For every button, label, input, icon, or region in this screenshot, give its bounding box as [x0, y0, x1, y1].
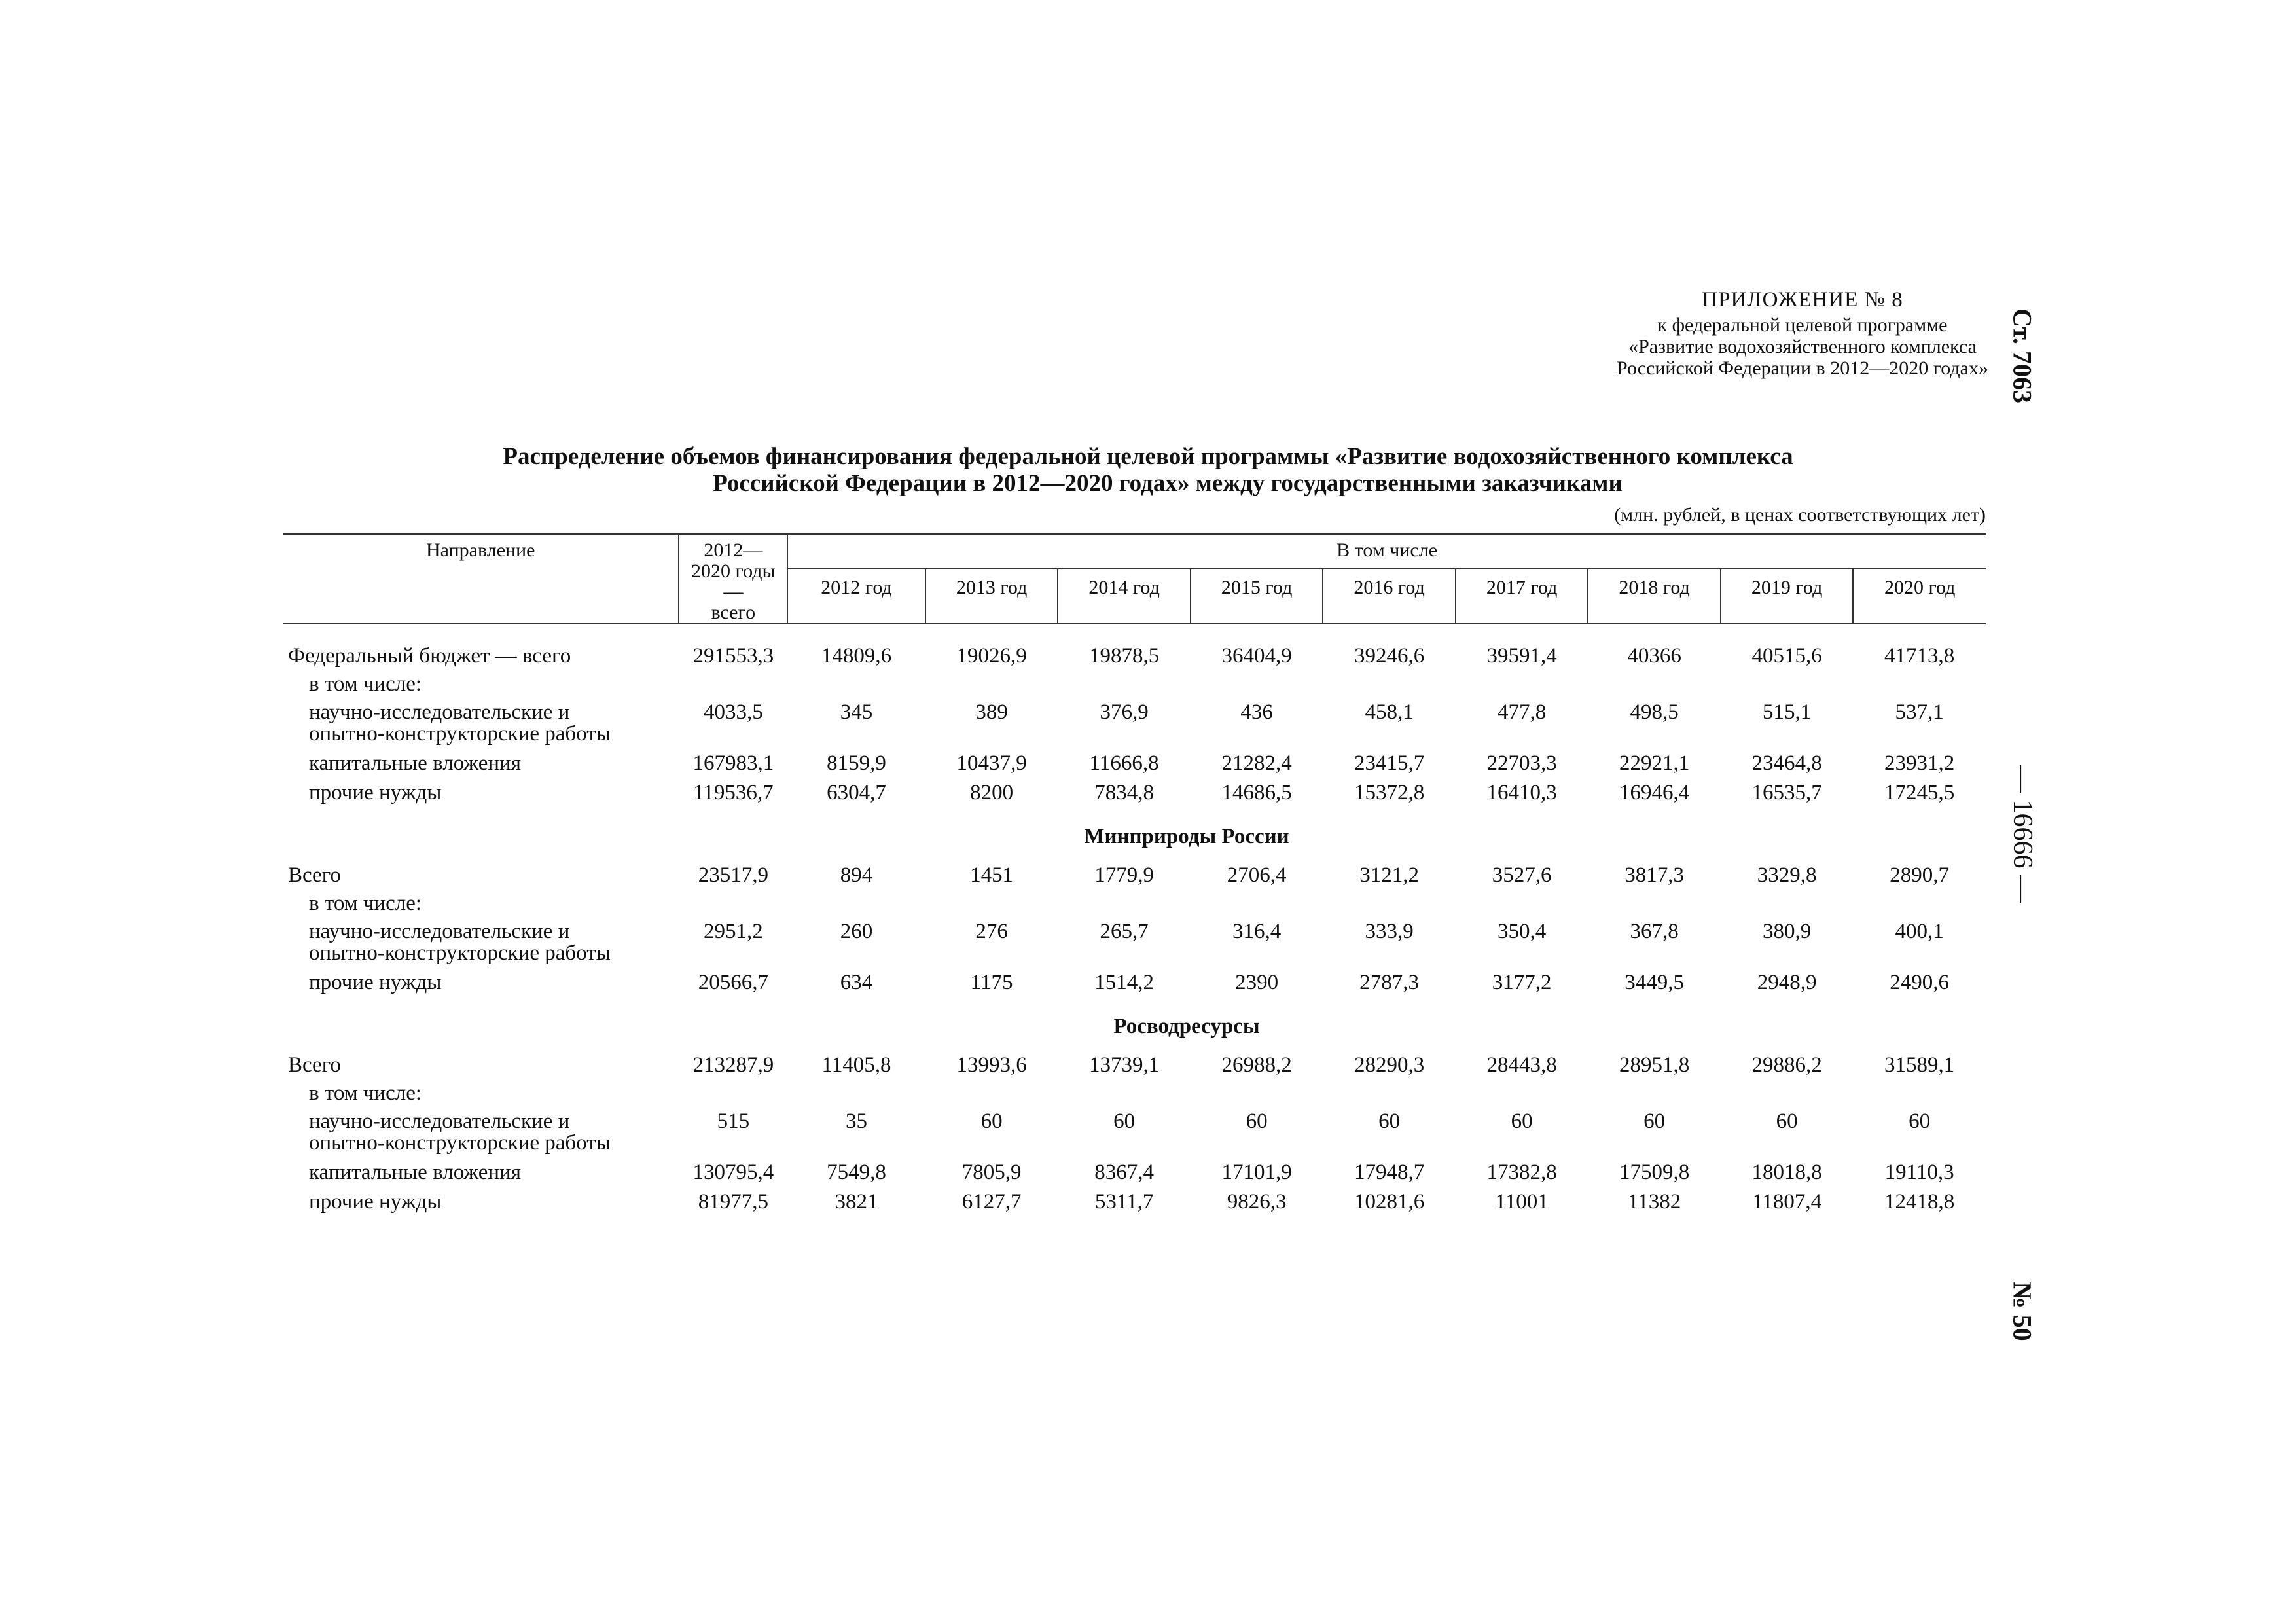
- cell-year-value: 894: [840, 863, 873, 887]
- cell-year-value: 389: [975, 700, 1008, 724]
- cell-year-value: 498,5: [1630, 700, 1679, 724]
- table-row: [283, 1051, 1986, 1080]
- cell-year-value: 6127,7: [961, 1190, 1022, 1214]
- table-row: [283, 671, 1986, 698]
- cell-total: 167983,1: [692, 751, 774, 775]
- cell-year-value: 40366: [1627, 644, 1681, 668]
- cell-year-value: 376,9: [1100, 700, 1149, 724]
- row-label: прочие нужды: [309, 1190, 442, 1214]
- cell-year-value: 17245,5: [1884, 781, 1955, 804]
- section-title: Минприроды России: [1084, 825, 1289, 848]
- cell-year-value: 16535,7: [1751, 781, 1822, 804]
- header-including: В том числе: [787, 534, 1986, 569]
- row-label: научно-исследовательские и опытно-конструкторские работы: [309, 700, 611, 746]
- cell-year-value: 23464,8: [1751, 751, 1822, 775]
- cell-total: 213287,9: [692, 1053, 774, 1077]
- cell-year-value: 2706,4: [1227, 863, 1287, 887]
- table-row: [283, 1187, 1986, 1217]
- cell-year-value: 1451: [970, 863, 1014, 887]
- cell-year-value: 7549,8: [827, 1161, 886, 1184]
- cell-year-value: 8367,4: [1094, 1161, 1154, 1184]
- row-label: в том числе:: [309, 1081, 422, 1105]
- table-row: [283, 1158, 1986, 1187]
- cell-year-value: 367,8: [1630, 920, 1679, 943]
- cell-year-value: 316,4: [1232, 920, 1282, 943]
- cell-year-value: 1779,9: [1094, 863, 1154, 887]
- row-label: прочие нужды: [309, 781, 442, 804]
- table-row: [283, 778, 1986, 808]
- cell-year-value: 28951,8: [1619, 1053, 1690, 1077]
- table-row: [283, 1107, 1986, 1158]
- row-label: научно-исследовательские и опытно-конструкторские работы: [309, 920, 611, 965]
- cell-year-value: 23415,7: [1354, 751, 1425, 775]
- cell-year-value: 436: [1240, 700, 1273, 724]
- cell-year-value: 36404,9: [1221, 644, 1292, 668]
- cell-year-value: 40515,6: [1751, 644, 1822, 668]
- cell-total: 291553,3: [692, 644, 774, 668]
- header-year: 2014 год: [1058, 569, 1191, 624]
- cell-year-value: 31589,1: [1884, 1053, 1955, 1077]
- cell-year-value: 3449,5: [1624, 971, 1684, 994]
- appendix-number: ПРИЛОЖЕНИЕ № 8: [1702, 288, 1903, 312]
- cell-year-value: 39591,4: [1486, 644, 1557, 668]
- row-label: в том числе:: [309, 892, 422, 915]
- cell-year-value: 7834,8: [1094, 781, 1154, 804]
- document-number: — 16666 —: [2007, 765, 2037, 903]
- cell-total: 515: [717, 1110, 750, 1133]
- cell-year-value: 11382: [1627, 1190, 1681, 1214]
- cell-year-value: 60: [980, 1110, 1003, 1133]
- cell-year-value: 3821: [834, 1190, 878, 1214]
- table-row: [283, 641, 1986, 671]
- cell-year-value: 345: [840, 700, 873, 724]
- cell-year-value: 9826,3: [1227, 1190, 1287, 1214]
- title-line-1: Распределение объемов финансирования федеральной целевой программы «Развитие водохозяйственного комплекса: [503, 443, 1793, 470]
- cell-year-value: 16946,4: [1619, 781, 1690, 804]
- cell-year-value: 19110,3: [1884, 1161, 1954, 1184]
- cell-year-value: 17509,8: [1619, 1161, 1690, 1184]
- cell-total: 20566,7: [698, 971, 768, 994]
- cell-year-value: 458,1: [1365, 700, 1414, 724]
- cell-year-value: 17948,7: [1354, 1161, 1425, 1184]
- cell-year-value: 18018,8: [1751, 1161, 1822, 1184]
- cell-year-value: 276: [975, 920, 1008, 943]
- cell-year-value: 333,9: [1365, 920, 1414, 943]
- cell-year-value: 19026,9: [956, 644, 1027, 668]
- cell-year-value: 3329,8: [1757, 863, 1817, 887]
- cell-year-value: 2490,6: [1890, 971, 1950, 994]
- cell-year-value: 265,7: [1100, 920, 1149, 943]
- section-heading: [283, 808, 1986, 861]
- row-label: прочие нужды: [309, 971, 442, 994]
- cell-year-value: 11666,8: [1089, 751, 1159, 775]
- cell-year-value: 12418,8: [1884, 1190, 1955, 1214]
- cell-year-value: 350,4: [1497, 920, 1547, 943]
- header-year: 2012 год: [787, 569, 925, 624]
- cell-total: 2951,2: [703, 920, 763, 943]
- cell-year-value: 380,9: [1762, 920, 1812, 943]
- financing-table: [283, 533, 1986, 1217]
- cell-year-value: 260: [840, 920, 873, 943]
- cell-year-value: 2890,7: [1890, 863, 1950, 887]
- row-label: капитальные вложения: [309, 1161, 521, 1184]
- row-label: Федеральный бюджет — всего: [288, 644, 571, 668]
- cell-year-value: 28443,8: [1486, 1053, 1557, 1077]
- cell-year-value: 11405,8: [821, 1053, 891, 1077]
- appendix-line-2: «Развитие водохозяйственного комплекса: [1628, 336, 1977, 358]
- cell-year-value: 26988,2: [1221, 1053, 1292, 1077]
- table-row: [283, 890, 1986, 917]
- cell-year-value: 16410,3: [1486, 781, 1557, 804]
- cell-year-value: 60: [1113, 1110, 1136, 1133]
- cell-year-value: 41713,8: [1884, 644, 1955, 668]
- cell-year-value: 28290,3: [1354, 1053, 1425, 1077]
- cell-year-value: 60: [1246, 1110, 1268, 1133]
- cell-year-value: 13739,1: [1088, 1053, 1160, 1077]
- cell-total: 81977,5: [698, 1190, 768, 1214]
- table-row: [283, 861, 1986, 890]
- cell-year-value: 60: [1511, 1110, 1533, 1133]
- row-label: капитальные вложения: [309, 751, 521, 775]
- row-label: в том числе:: [309, 672, 422, 696]
- cell-year-value: 11001: [1495, 1190, 1549, 1214]
- cell-year-value: 3177,2: [1492, 971, 1552, 994]
- page-number: Ст. 7063: [2007, 308, 2037, 403]
- cell-year-value: 1175: [970, 971, 1013, 994]
- cell-total: 130795,4: [692, 1161, 774, 1184]
- cell-year-value: 6304,7: [827, 781, 886, 804]
- cell-year-value: 60: [1378, 1110, 1401, 1133]
- cell-year-value: 60: [1909, 1110, 1931, 1133]
- table-row: [283, 968, 1986, 998]
- page-title: [0, 444, 2296, 497]
- header-year: 2016 год: [1323, 569, 1456, 624]
- row-label: Всего: [288, 863, 341, 887]
- cell-year-value: 60: [1776, 1110, 1798, 1133]
- table-row: [283, 917, 1986, 968]
- row-label: научно-исследовательские и опытно-конструкторские работы: [309, 1110, 611, 1155]
- appendix-header: [1617, 288, 1988, 379]
- row-label: Всего: [288, 1053, 341, 1077]
- header-total: 2012— 2020 годы — всего: [679, 534, 787, 624]
- cell-total: 4033,5: [703, 700, 763, 724]
- cell-year-value: 7805,9: [961, 1161, 1022, 1184]
- header-year: 2015 год: [1191, 569, 1323, 624]
- section-title: Росводресурсы: [1113, 1015, 1260, 1038]
- appendix-line-1: к федеральной целевой программе: [1657, 314, 1948, 336]
- appendix-line-3: Российской Федерации в 2012—2020 годах»: [1617, 357, 1988, 380]
- cell-year-value: 13993,6: [956, 1053, 1027, 1077]
- cell-year-value: 23931,2: [1884, 751, 1955, 775]
- units-note: (млн. рублей, в ценах соответствующих лет): [1614, 504, 1986, 526]
- header-year: 2019 год: [1721, 569, 1854, 624]
- cell-year-value: 2390: [1235, 971, 1279, 994]
- table-row: [283, 698, 1986, 749]
- cell-year-value: 14686,5: [1221, 781, 1292, 804]
- cell-year-value: 3527,6: [1492, 863, 1552, 887]
- cell-total: 119536,7: [693, 781, 774, 804]
- cell-year-value: 8159,9: [827, 751, 886, 775]
- header-year: 2018 год: [1588, 569, 1721, 624]
- title-line-2: Российской Федерации в 2012—2020 годах» между государственными заказчиками: [713, 469, 1623, 497]
- cell-year-value: 2948,9: [1757, 971, 1817, 994]
- cell-year-value: 8200: [970, 781, 1014, 804]
- cell-year-value: 5311,7: [1094, 1190, 1154, 1214]
- header-year: 2020 год: [1853, 569, 1986, 624]
- section-heading: [283, 998, 1986, 1051]
- cell-year-value: 400,1: [1895, 920, 1944, 943]
- cell-total: 23517,9: [698, 863, 768, 887]
- cell-year-value: 19878,5: [1088, 644, 1160, 668]
- table-row: [283, 749, 1986, 778]
- cell-year-value: 634: [840, 971, 873, 994]
- cell-year-value: 22703,3: [1486, 751, 1557, 775]
- cell-year-value: 10437,9: [956, 751, 1027, 775]
- cell-year-value: 35: [846, 1110, 868, 1133]
- cell-year-value: 22921,1: [1619, 751, 1690, 775]
- cell-year-value: 39246,6: [1354, 644, 1425, 668]
- cell-year-value: 17101,9: [1221, 1161, 1292, 1184]
- cell-year-value: 3121,2: [1359, 863, 1419, 887]
- table-row: [283, 1080, 1986, 1107]
- cell-year-value: 60: [1643, 1110, 1666, 1133]
- cell-year-value: 1514,2: [1094, 971, 1154, 994]
- cell-year-value: 515,1: [1762, 700, 1812, 724]
- header-year: 2017 год: [1456, 569, 1588, 624]
- cell-year-value: 3817,3: [1624, 863, 1684, 887]
- header-year: 2013 год: [925, 569, 1058, 624]
- cell-year-value: 537,1: [1895, 700, 1944, 724]
- cell-year-value: 10281,6: [1354, 1190, 1425, 1214]
- issue-number: № 50: [2007, 1282, 2037, 1341]
- cell-year-value: 29886,2: [1751, 1053, 1822, 1077]
- cell-year-value: 21282,4: [1221, 751, 1292, 775]
- cell-year-value: 477,8: [1497, 700, 1547, 724]
- cell-year-value: 2787,3: [1359, 971, 1419, 994]
- cell-year-value: 11807,4: [1752, 1190, 1822, 1214]
- header-direction: Направление: [283, 534, 679, 624]
- cell-year-value: 14809,6: [821, 644, 892, 668]
- cell-year-value: 17382,8: [1486, 1161, 1557, 1184]
- cell-year-value: 15372,8: [1354, 781, 1425, 804]
